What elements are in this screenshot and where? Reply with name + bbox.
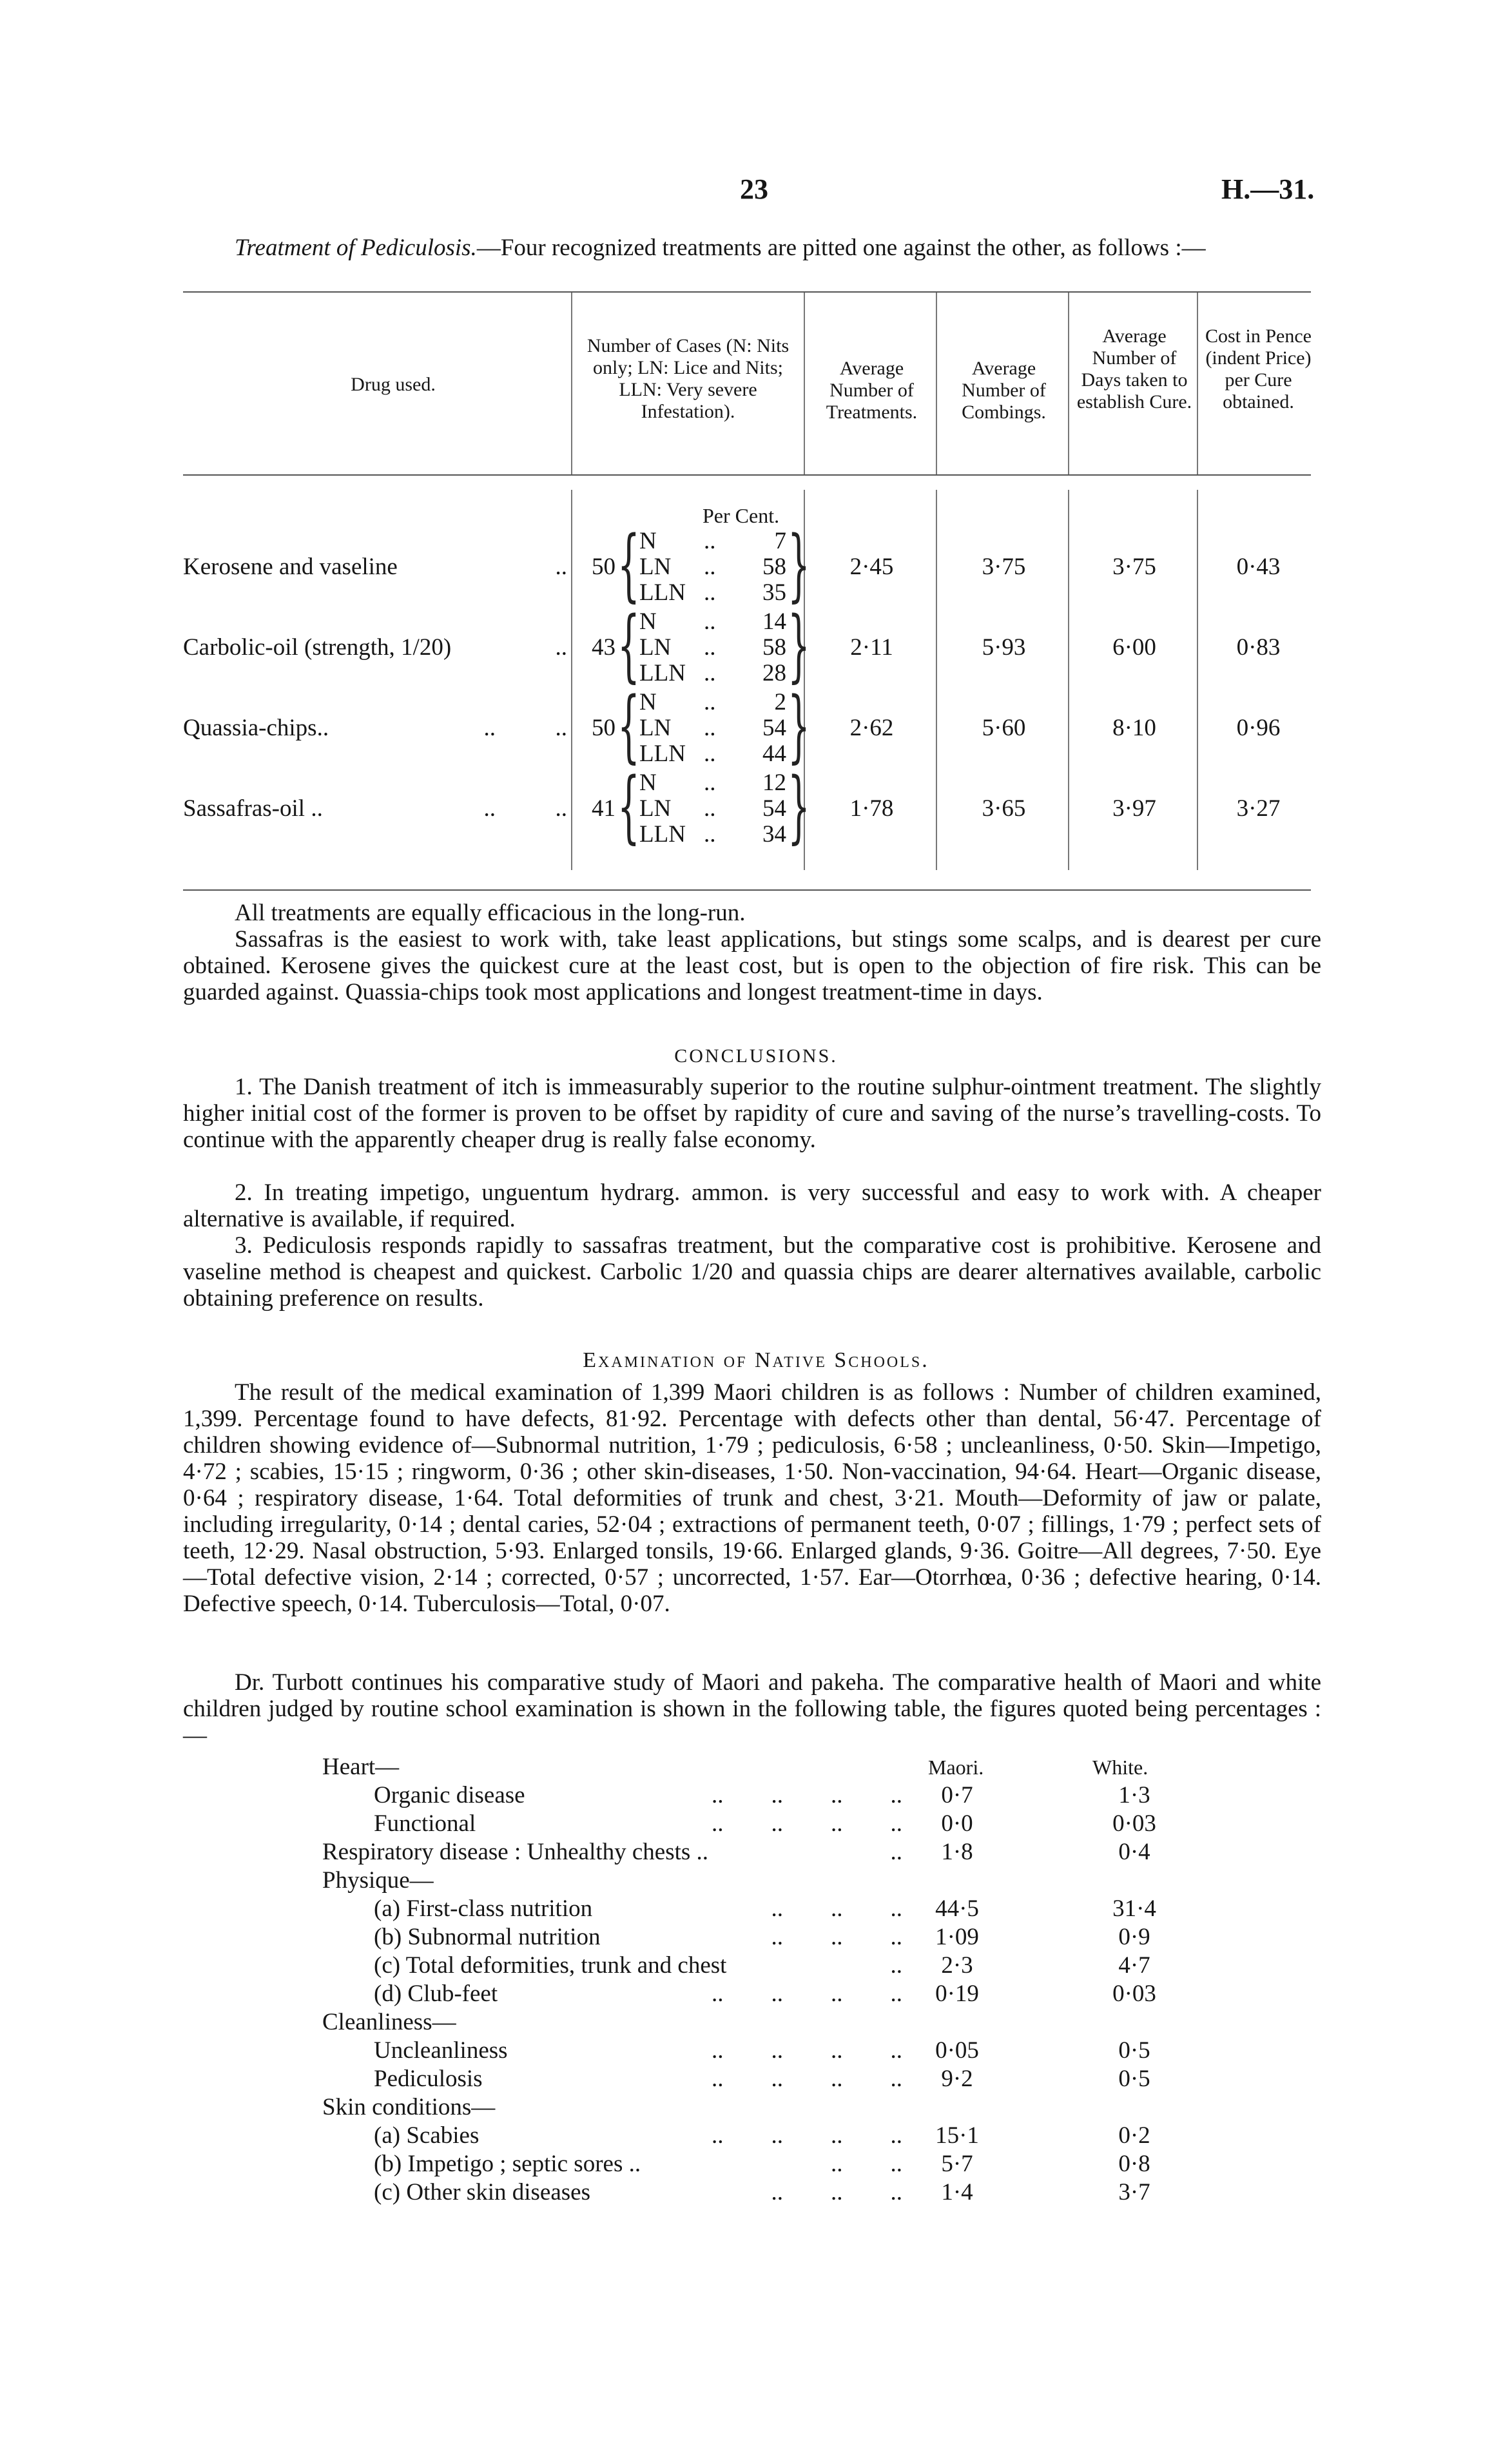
row-label: (b) Subnormal nutrition	[374, 1924, 601, 1950]
right-brace: }	[788, 599, 810, 691]
avg-combings: 3·65	[982, 795, 1026, 822]
leader-dots: .. ..	[483, 715, 567, 741]
conclusion-item-2: 2. In treating impetigo, unguentum hydrarg. ammon. is very successful and easy to work with. A cheaper alternative is available, if required.	[183, 1179, 1321, 1232]
left-brace: {	[617, 761, 640, 852]
white-value: 0·03	[1112, 1981, 1156, 2007]
table-header-rule	[183, 474, 1311, 476]
case-total: 43	[592, 634, 615, 661]
maori-value: 0·05	[935, 2037, 979, 2064]
n-label: N	[639, 608, 657, 635]
ln-value: 54	[762, 795, 786, 822]
leader-dots: .. .. .. ..	[712, 2122, 902, 2149]
native-schools-heading: Examination of Native Schools.	[583, 1348, 929, 1372]
leader-dots: .. .. .. ..	[712, 2037, 902, 2064]
maori-value: 1·8	[941, 1839, 973, 1865]
right-brace: }	[788, 680, 810, 771]
leader-dots: .. .. ..	[771, 2179, 902, 2205]
avg-treatments: 1·78	[849, 795, 894, 822]
lln-value: 28	[762, 660, 786, 686]
intro-title: Treatment of Pediculosis.	[235, 235, 477, 261]
row-label: (b) Impetigo ; septic sores ..	[374, 2151, 641, 2177]
white-value: 0·8	[1118, 2151, 1150, 2177]
left-brace: {	[617, 680, 640, 771]
maori-value: 0·0	[941, 1810, 973, 1837]
avg-days: 6·00	[1112, 634, 1156, 661]
white-value: 3·7	[1118, 2179, 1150, 2205]
left-brace: {	[617, 599, 640, 691]
ln-label: LN	[639, 795, 672, 822]
leader-dots: .. .. .. ..	[712, 1981, 902, 2007]
cost-pence: 3·27	[1236, 795, 1281, 822]
page-number: 23	[740, 173, 768, 205]
table-top-rule	[183, 291, 1311, 293]
header-average-treatments: Average Number of Treatments.	[826, 358, 918, 423]
case-total: 41	[592, 795, 615, 822]
leader-dots: .. .. ..	[771, 1924, 902, 1950]
white-value: 1·3	[1118, 1782, 1150, 1808]
avg-treatments: 2·45	[849, 554, 894, 580]
leader-dots: .. ..	[483, 795, 567, 822]
table-bottom-rule	[183, 889, 1311, 891]
white-value: 0·2	[1118, 2122, 1150, 2149]
white-value: 0·9	[1118, 1924, 1150, 1950]
row-label: Functional	[374, 1810, 476, 1837]
drug-name: Quassia-chips..	[183, 715, 329, 741]
column-white: White.	[1092, 1756, 1149, 1779]
header-cost-per-cure: Cost in Pence (indent Price) per Cure obtained.	[1205, 325, 1312, 412]
row-label: (a) Scabies	[374, 2122, 480, 2149]
avg-days: 3·75	[1112, 554, 1156, 580]
row-label: Organic disease	[374, 1782, 525, 1808]
row-label: Pediculosis	[374, 2066, 483, 2092]
column-maori: Maori.	[928, 1756, 984, 1779]
maori-value: 44·5	[935, 1895, 979, 1922]
conclusions-heading: CONCLUSIONS.	[674, 1045, 838, 1067]
white-value: 0·4	[1118, 1839, 1150, 1865]
n-value: 14	[762, 608, 786, 635]
maori-value: 0·19	[935, 1981, 979, 2007]
native-schools-results: The result of the medical examination of 1,399 Maori children is as follows : Number of children examined, 1,399. Percentage found to have defects, 81·92. Percentage with defects other than dental, 56·47. Percentage of children showing evidence of—Subnormal nutrition, 1·79 ; pediculosis, 6·58 ; uncleanliness, 0·50. Skin—Impetigo, 4·72 ; scabies, 15·15 ; ringworm, 0·36 ; other skin-diseases, 1·50. Non-vaccination, 94·64. Heart—Organic disease, 0·64 ; respiratory disease, 1·64. Total deformities of trunk and chest, 3·21. Mouth—Deformity of jaw or palate, including irregularity, 0·14 ; dental caries, 52·04 ; extractions of permanent teeth, 0·07 ; fillings, 1·79 ; perfect sets of teeth, 12·29. Nasal obstruction, 5·93. Enlarged tonsils, 19·66. Enlarged glands, 9·36. Goitre—All degrees, 7·50. Eye—Total defective vision, 2·14 ; corrected, 0·57 ; uncorrected, 1·57. Ear—Otorrhœa, 0·36 ; defective hearing, 0·14. Defective speech, 0·14. Tuberculosis—Total, 0·07.	[183, 1379, 1321, 1617]
right-brace: }	[788, 519, 810, 610]
row-label: (c) Total deformities, trunk and chest	[374, 1952, 727, 1979]
leader-dots: ..	[555, 634, 567, 661]
maori-value: 2·3	[941, 1952, 973, 1979]
row-label: Physique—	[322, 1867, 434, 1894]
ln-value: 58	[762, 634, 786, 661]
leader-dots: .. ..	[831, 2151, 902, 2177]
maori-value: 9·2	[941, 2066, 973, 2092]
avg-days: 8·10	[1112, 715, 1156, 741]
leader-dots: .. .. .. ..	[712, 1810, 902, 1837]
maori-value: 0·7	[941, 1782, 973, 1808]
lln-label: LLN	[639, 821, 686, 848]
header-average-combings: Average Number of Combings.	[962, 358, 1046, 423]
ln-label: LN	[639, 715, 672, 741]
leader-dots: ..	[890, 1839, 902, 1865]
maori-value: 5·7	[941, 2151, 973, 2177]
conclusion-item-1: 1. The Danish treatment of itch is immeasurably superior to the routine sulphur-ointment treatment. The slightly higher initial cost of the former is proven to be offset by rapidity of cure and saving of the nurse’s travelling-costs. To continue with the apparently cheaper drug is really false economy.	[183, 1074, 1321, 1153]
ln-label: LN	[639, 554, 672, 580]
white-value: 0·03	[1112, 1810, 1156, 1837]
leader-dots: .. .. ..	[771, 1895, 902, 1922]
header-average-days: Average Number of Days taken to establish Cure.	[1076, 325, 1192, 412]
ln-label: LN	[639, 634, 672, 661]
leader-dots: ..	[890, 1952, 902, 1979]
ln-value: 58	[762, 554, 786, 580]
comparative-study-paragraph: Dr. Turbott continues his comparative study of Maori and pakeha. The comparative health of Maori and white children judged by routine school examination is shown in the following table, the figures quoted being percentages :—	[183, 1669, 1321, 1749]
white-value: 0·5	[1118, 2037, 1150, 2064]
avg-combings: 5·93	[982, 634, 1026, 661]
header-number-of-cases: Number of Cases (N: Nits only; LN: Lice and Nits; LLN: Very severe Infestation).	[586, 335, 790, 422]
row-label: Cleanliness—	[322, 2009, 456, 2035]
n-label: N	[639, 770, 657, 796]
drug-name: Kerosene and vaseline	[183, 554, 398, 580]
document-reference: H.—31.	[1221, 173, 1315, 205]
comparison-paragraph: Sassafras is the easiest to work with, take least applications, but stings some scalps, and is dearest per cure obtained. Kerosene gives the quickest cure at the least cost, but is open to the objection of fire risk. This can be guarded against. Quassia-chips took most applications and longest treatment-time in days.	[183, 926, 1321, 1005]
n-value: 12	[762, 770, 786, 796]
ln-value: 54	[762, 715, 786, 741]
cost-pence: 0·83	[1236, 634, 1281, 661]
lln-value: 34	[762, 821, 786, 848]
header-drug-used: Drug used.	[351, 374, 436, 395]
efficacy-paragraph: All treatments are equally efficacious in the long-run.	[235, 900, 746, 926]
right-brace: }	[788, 761, 810, 852]
intro-text: —Four recognized treatments are pitted one against the other, as follows :—	[476, 235, 1206, 261]
n-value: 2	[774, 689, 786, 715]
maori-value: 15·1	[935, 2122, 979, 2149]
maori-value: 1·4	[941, 2179, 973, 2205]
leader-dots: ..	[555, 554, 567, 580]
avg-treatments: 2·62	[849, 715, 894, 741]
white-value: 0·5	[1118, 2066, 1150, 2092]
drug-name: Sassafras-oil ..	[183, 795, 323, 822]
leader-dots: .. .. .. ..	[712, 1782, 902, 1808]
white-value: 31·4	[1112, 1895, 1156, 1922]
left-brace: {	[617, 519, 640, 610]
maori-value: 1·09	[935, 1924, 979, 1950]
row-label: Uncleanliness	[374, 2037, 508, 2064]
intro-paragraph	[183, 235, 1321, 261]
per-cent-label: Per Cent.	[703, 504, 780, 527]
n-label: N	[639, 689, 657, 715]
avg-days: 3·97	[1112, 795, 1156, 822]
lln-label: LLN	[639, 660, 686, 686]
row-label: (c) Other skin diseases	[374, 2179, 590, 2205]
cost-pence: 0·96	[1236, 715, 1281, 741]
avg-combings: 5·60	[982, 715, 1026, 741]
drug-name: Carbolic-oil (strength, 1/20)	[183, 634, 452, 661]
case-total: 50	[592, 554, 615, 580]
leader-dots: .. .. .. ..	[712, 2066, 902, 2092]
n-label: N	[639, 528, 657, 554]
white-value: 4·7	[1118, 1952, 1150, 1979]
row-label: Skin conditions—	[322, 2094, 496, 2120]
avg-treatments: 2·11	[850, 634, 893, 661]
case-total: 50	[592, 715, 615, 741]
lln-label: LLN	[639, 579, 686, 606]
lln-value: 44	[762, 741, 786, 767]
lln-value: 35	[762, 579, 786, 606]
lln-label: LLN	[639, 741, 686, 767]
row-label: (a) First-class nutrition	[374, 1895, 593, 1922]
avg-combings: 3·75	[982, 554, 1026, 580]
row-label: (d) Club-feet	[374, 1981, 498, 2007]
cost-pence: 0·43	[1236, 554, 1281, 580]
row-label: Respiratory disease : Unhealthy chests ..	[322, 1839, 709, 1865]
conclusion-item-3: 3. Pediculosis responds rapidly to sassafras treatment, but the comparative cost is prohibitive. Kerosene and vaseline method is cheapest and quickest. Carbolic 1/20 and quassia chips are dearer alternatives available, carbolic obtaining preference on results.	[183, 1232, 1321, 1312]
row-label: Heart—	[322, 1754, 400, 1780]
n-value: 7	[774, 528, 786, 554]
